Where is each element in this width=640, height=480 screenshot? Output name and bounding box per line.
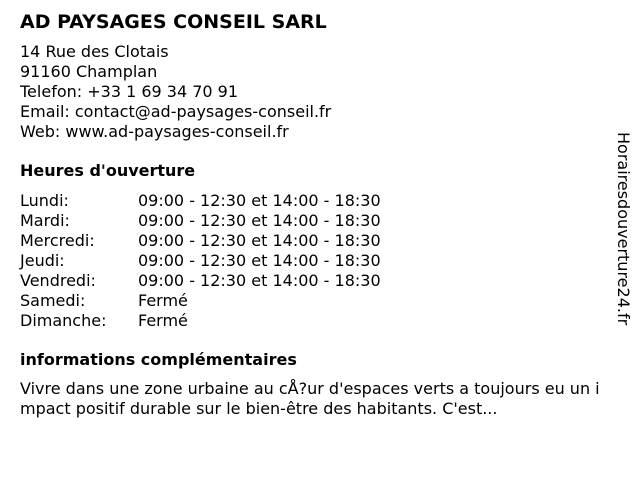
additional-info-text: Vivre dans une zone urbaine au cÅ?ur d'espaces verts a toujours eu un impact positif durable sur le bien-être des habitants. C'est... xyxy=(20,379,600,418)
hours-row-dimanche xyxy=(20,311,610,331)
email-address: Email: contact@ad-paysages-conseil.fr xyxy=(20,102,332,121)
hours-row-lundi xyxy=(20,191,610,211)
hours-row-vendredi xyxy=(20,271,610,291)
city-postal-code: 91160 Champlan xyxy=(20,62,158,81)
site-watermark: Horairesdouverture24.fr xyxy=(614,132,633,326)
hours-time: 09:00 - 12:30 et 14:00 - 18:30 xyxy=(138,211,381,230)
hours-day: Jeudi: xyxy=(20,251,65,270)
hours-row-jeudi xyxy=(20,251,610,271)
company-name: AD PAYSAGES CONSEIL SARL xyxy=(20,11,327,33)
hours-day: Vendredi: xyxy=(20,271,96,290)
hours-day: Samedi: xyxy=(20,291,86,310)
hours-time: 09:00 - 12:30 et 14:00 - 18:30 xyxy=(138,271,381,290)
street-address: 14 Rue des Clotais xyxy=(20,42,169,61)
additional-info-heading: informations complémentaires xyxy=(20,350,297,369)
hours-row-mercredi xyxy=(20,231,610,251)
hours-row-mardi xyxy=(20,211,610,231)
hours-day: Dimanche: xyxy=(20,311,107,330)
hours-row-samedi xyxy=(20,291,610,311)
website-address: Web: www.ad-paysages-conseil.fr xyxy=(20,122,289,141)
opening-hours-table xyxy=(20,191,610,331)
hours-day: Lundi: xyxy=(20,191,69,210)
hours-day: Mardi: xyxy=(20,211,70,230)
hours-day: Mercredi: xyxy=(20,231,95,250)
hours-time: 09:00 - 12:30 et 14:00 - 18:30 xyxy=(138,251,381,270)
hours-time: Fermé xyxy=(138,291,188,310)
business-info-card xyxy=(20,10,610,419)
opening-hours-heading: Heures d'ouverture xyxy=(20,161,196,180)
hours-time: 09:00 - 12:30 et 14:00 - 18:30 xyxy=(138,231,381,250)
address-block xyxy=(20,42,610,142)
hours-time: 09:00 - 12:30 et 14:00 - 18:30 xyxy=(138,191,381,210)
hours-time: Fermé xyxy=(138,311,188,330)
phone-number: Telefon: +33 1 69 34 70 91 xyxy=(20,82,239,101)
